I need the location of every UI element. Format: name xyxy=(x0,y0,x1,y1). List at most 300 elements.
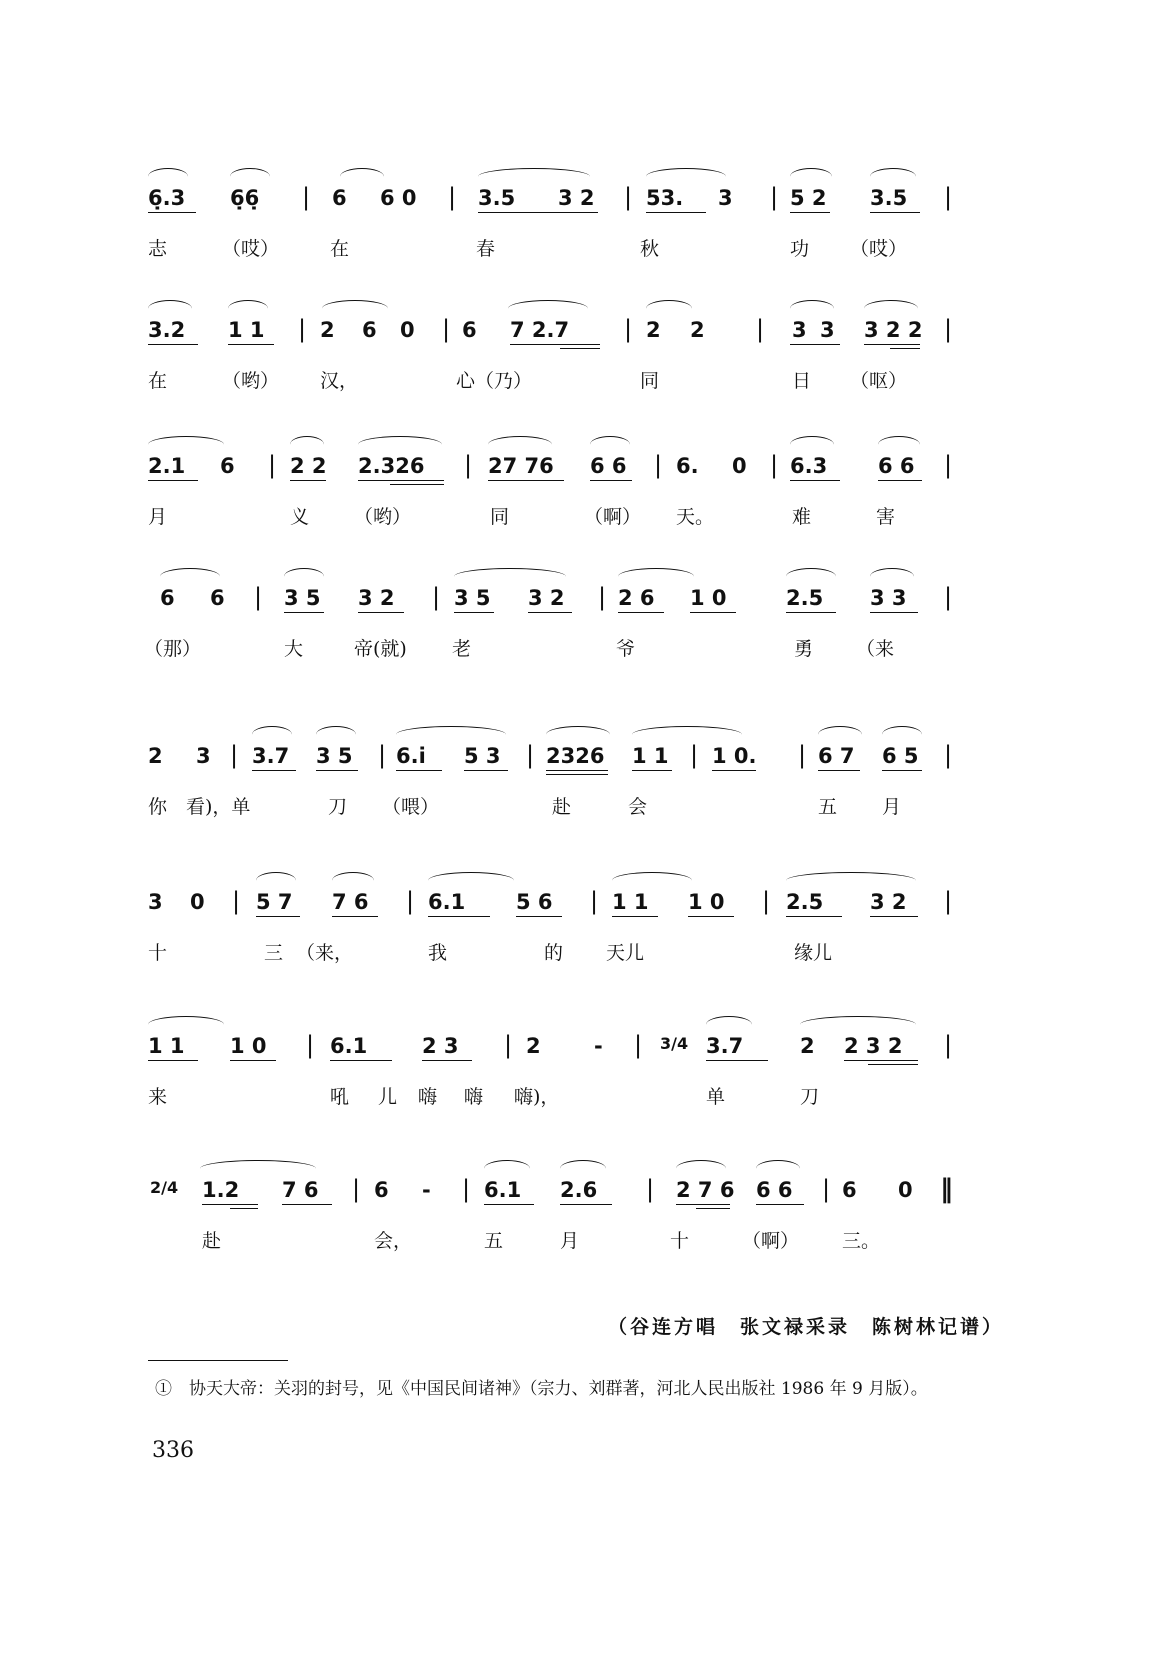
underline xyxy=(790,212,830,213)
note-group: 6̣6̣ xyxy=(230,186,260,210)
note-group: 2 7 6 xyxy=(676,1178,735,1202)
note-group: 6 xyxy=(462,318,477,342)
lyric: （喂） xyxy=(382,796,440,818)
lyric: 志 xyxy=(148,238,168,260)
lyric: 帝(就) xyxy=(354,638,407,660)
lyric: 单 xyxy=(706,1086,726,1108)
note-group: 3 xyxy=(196,744,211,768)
underline xyxy=(546,770,608,771)
underline xyxy=(646,212,706,213)
note-group: 1 1 xyxy=(632,744,669,768)
lyric: 在 xyxy=(330,238,350,260)
underline xyxy=(790,344,840,345)
note-group: - xyxy=(594,1034,603,1058)
slur xyxy=(322,300,388,317)
lyric: 我 xyxy=(428,942,448,964)
underline xyxy=(688,916,734,917)
lyric: 会， xyxy=(374,1230,413,1252)
note-group: 2 xyxy=(320,318,335,342)
slur xyxy=(332,872,374,889)
barline: | xyxy=(598,583,607,611)
underline xyxy=(870,612,918,613)
lyric: 老 xyxy=(452,638,472,660)
score-system-7 xyxy=(0,1016,1157,1126)
note-group: 3 3 xyxy=(870,586,907,610)
underline xyxy=(870,916,918,917)
slur xyxy=(646,300,692,317)
slur xyxy=(612,872,692,889)
underline xyxy=(510,344,600,345)
underline xyxy=(890,348,920,349)
slur xyxy=(148,168,188,185)
note-group: 1 0 xyxy=(230,1034,267,1058)
note-group: 3.5 xyxy=(870,186,908,210)
slur xyxy=(428,872,514,889)
slur xyxy=(316,726,356,743)
slur xyxy=(546,726,610,743)
barline: | xyxy=(302,183,311,211)
underline xyxy=(868,1064,918,1065)
note-group: 7 2.7 xyxy=(510,318,570,342)
underline xyxy=(546,774,608,775)
lyric: 天儿 xyxy=(606,942,645,964)
note-group: 3 5 xyxy=(316,744,353,768)
lyric: 心（乃） xyxy=(456,370,533,392)
barline: | xyxy=(590,887,599,915)
note-group: 6 6 xyxy=(756,1178,793,1202)
note-group: 0 xyxy=(732,454,747,478)
slur xyxy=(478,168,590,185)
lyric: 害 xyxy=(876,506,896,528)
slur xyxy=(800,1016,916,1033)
note-group: 0 xyxy=(400,318,415,342)
note-group: 3 5 xyxy=(284,586,321,610)
slur xyxy=(706,1016,752,1033)
lyric: 春 xyxy=(476,238,496,260)
note-group: 27 76 xyxy=(488,454,554,478)
note-group: 6 xyxy=(362,318,377,342)
underline xyxy=(516,916,562,917)
note-group: 5 2 xyxy=(790,186,827,210)
barline: | xyxy=(298,315,307,343)
barline: | xyxy=(352,1175,361,1203)
note-group: 6 xyxy=(374,1178,389,1202)
note-group: 6 xyxy=(220,454,235,478)
lyric: （啊） xyxy=(584,506,642,528)
underline xyxy=(560,348,600,349)
slur xyxy=(790,436,834,453)
barline: | xyxy=(654,451,663,479)
underline xyxy=(148,480,198,481)
lyric: 义 xyxy=(290,506,310,528)
note-group: 3 2 xyxy=(528,586,565,610)
lyric: （哎） xyxy=(850,238,908,260)
note-group: 6 xyxy=(210,586,225,610)
note-group: 3.5 xyxy=(478,186,516,210)
slur xyxy=(148,436,224,453)
barline: | xyxy=(798,741,807,769)
note-group: 6.i xyxy=(396,744,426,768)
note-group: 2 3 xyxy=(422,1034,459,1058)
slur xyxy=(870,568,914,585)
slur xyxy=(560,1160,606,1177)
underline xyxy=(786,916,842,917)
barline: | xyxy=(756,315,765,343)
slur xyxy=(864,300,918,317)
lyric: 会 xyxy=(628,796,648,818)
barline: | xyxy=(770,183,779,211)
lyric: 日 xyxy=(792,370,812,392)
note-group: 3.7 xyxy=(706,1034,744,1058)
barline: | xyxy=(464,451,473,479)
barline: | xyxy=(268,451,277,479)
note-group: 7 6 xyxy=(332,890,369,914)
barline: | xyxy=(504,1031,513,1059)
underline xyxy=(882,770,922,771)
slur xyxy=(786,872,916,889)
lyric: 爷 xyxy=(616,638,636,660)
lyric: 五 xyxy=(484,1230,504,1252)
barline: | xyxy=(306,1031,315,1059)
note-group: 7 6 xyxy=(282,1178,319,1202)
note-group: 6.3 xyxy=(790,454,828,478)
note-group: 2326 xyxy=(546,744,605,768)
underline xyxy=(612,916,658,917)
underline xyxy=(256,916,300,917)
lyric: 吼 xyxy=(330,1086,350,1108)
lyric: （哟） xyxy=(222,370,280,392)
note-group: 3 2 2 xyxy=(864,318,923,342)
barline: | xyxy=(406,887,415,915)
note-group: 1 1 xyxy=(612,890,649,914)
lyric: 月 xyxy=(560,1230,580,1252)
slur xyxy=(676,1160,726,1177)
note-group: 3 xyxy=(792,318,807,342)
barline: | xyxy=(944,583,953,611)
note-group: 2 6 xyxy=(618,586,655,610)
note-group: 3 xyxy=(148,890,163,914)
note-group: 5 7 xyxy=(256,890,293,914)
barline: | xyxy=(624,315,633,343)
slur xyxy=(454,568,566,585)
note-group: 2.5 xyxy=(786,586,824,610)
underline xyxy=(202,1204,258,1205)
lyric: 来 xyxy=(148,1086,168,1108)
final-barline: ‖ xyxy=(940,1174,950,1204)
slur xyxy=(590,436,630,453)
lyric: （那） xyxy=(144,638,202,660)
underline xyxy=(252,770,296,771)
slur xyxy=(618,568,694,585)
note-group: 6 xyxy=(332,186,347,210)
note-group: 3 2 xyxy=(870,890,907,914)
underline xyxy=(148,344,198,345)
underline xyxy=(230,1060,276,1061)
lyric: 三 xyxy=(264,942,284,964)
lyric: 在 xyxy=(148,370,168,392)
slur xyxy=(484,1160,530,1177)
barline: | xyxy=(646,1175,655,1203)
lyric: 嗨 xyxy=(418,1086,438,1108)
note-group: 5 3 xyxy=(464,744,501,768)
note-group: 6.1 xyxy=(330,1034,368,1058)
lyric: 你 看)，单 xyxy=(148,796,251,818)
slur xyxy=(818,726,862,743)
barline: | xyxy=(690,741,699,769)
slur xyxy=(228,300,268,317)
lyric: 刀 xyxy=(328,796,348,818)
underline xyxy=(282,1204,332,1205)
underline xyxy=(712,770,756,771)
underline xyxy=(864,344,920,345)
underline xyxy=(696,1208,730,1209)
lyric: 赴 xyxy=(202,1230,222,1252)
underline xyxy=(484,1204,534,1205)
slur xyxy=(508,300,588,317)
note-group: 3.7 xyxy=(252,744,290,768)
underline xyxy=(478,212,598,213)
note-group: 2 xyxy=(526,1034,541,1058)
lyric: 勇 xyxy=(794,638,814,660)
score-system-8 xyxy=(0,1160,1157,1270)
note-group: 1 0 xyxy=(688,890,725,914)
note-group: 2.326 xyxy=(358,454,425,478)
page-number: 336 xyxy=(152,1438,194,1463)
underline xyxy=(228,344,274,345)
time-signature: 2/4 xyxy=(150,1178,179,1197)
barline: | xyxy=(448,183,457,211)
slur xyxy=(870,168,916,185)
underline xyxy=(790,480,840,481)
underline xyxy=(454,612,494,613)
note-group: 3 2 xyxy=(358,586,395,610)
underline xyxy=(422,1060,472,1061)
note-group: 1 0. xyxy=(712,744,757,768)
note-group: 5 6 xyxy=(516,890,553,914)
lyric: （哟） xyxy=(354,506,412,528)
barline: | xyxy=(378,741,387,769)
slur xyxy=(148,1016,224,1033)
slur xyxy=(396,726,506,743)
slur xyxy=(200,1160,316,1177)
lyric: 难 xyxy=(792,506,812,528)
barline: | xyxy=(526,741,535,769)
underline xyxy=(818,770,860,771)
underline xyxy=(560,1204,612,1205)
lyric: 同 xyxy=(490,506,510,528)
barline: | xyxy=(254,583,263,611)
barline: | xyxy=(944,315,953,343)
lyric: 月 xyxy=(882,796,902,818)
underline xyxy=(632,770,672,771)
slur xyxy=(358,436,442,453)
lyric: 十 xyxy=(148,942,168,964)
lyric: （来， xyxy=(296,942,354,964)
lyric: （呕） xyxy=(850,370,908,392)
lyric: 月 xyxy=(148,506,168,528)
score-system-6 xyxy=(0,872,1157,982)
barline: | xyxy=(944,451,953,479)
slur xyxy=(790,168,832,185)
score-system-3 xyxy=(0,436,1157,546)
barline: | xyxy=(944,183,953,211)
time-signature: 3/4 xyxy=(660,1034,689,1053)
score-system-4 xyxy=(0,568,1157,678)
underline xyxy=(358,480,444,481)
lyric: 嗨)， xyxy=(514,1086,560,1108)
note-group: 2.6 xyxy=(560,1178,598,1202)
underline xyxy=(148,1060,198,1061)
underline xyxy=(706,1060,768,1061)
barline: | xyxy=(624,183,633,211)
lyric: （啊） xyxy=(742,1230,800,1252)
slur xyxy=(290,436,324,453)
slur xyxy=(256,872,296,889)
performer-credit: （谷连方唱 张文禄采录 陈树林记谱） xyxy=(608,1316,1005,1338)
slur xyxy=(632,726,742,743)
slur xyxy=(230,168,270,185)
barline: | xyxy=(232,887,241,915)
lyric: （哎） xyxy=(222,238,280,260)
underline xyxy=(618,612,664,613)
note-group: 6̣.3 xyxy=(148,186,186,210)
note-group: 1 1 xyxy=(148,1034,185,1058)
footnote-rule xyxy=(148,1360,288,1361)
barline: | xyxy=(432,583,441,611)
underline xyxy=(690,612,736,613)
note-group: 2 xyxy=(800,1034,815,1058)
note-group: 2 xyxy=(148,744,163,768)
note-group: 6. xyxy=(676,454,699,478)
slur xyxy=(646,168,726,185)
score-system-1 xyxy=(0,168,1157,278)
note-group: 6.1 xyxy=(484,1178,522,1202)
barline: | xyxy=(634,1031,643,1059)
underline xyxy=(878,480,922,481)
underline xyxy=(330,1060,392,1061)
lyric: 十 xyxy=(670,1230,690,1252)
underline xyxy=(676,1204,730,1205)
note-group: 1.2 xyxy=(202,1178,240,1202)
note-group: 2.1 xyxy=(148,454,186,478)
lyric: 五 xyxy=(818,796,838,818)
barline: | xyxy=(944,741,953,769)
lyric: 大 xyxy=(284,638,304,660)
underline xyxy=(316,770,358,771)
note-group: 53. xyxy=(646,186,684,210)
lyric: 汉， xyxy=(320,370,359,392)
note-group: 6 xyxy=(842,1178,857,1202)
note-group: 3 xyxy=(820,318,835,342)
underline xyxy=(590,480,632,481)
note-group: 2 xyxy=(690,318,705,342)
note-group: 6 6 xyxy=(590,454,627,478)
slur xyxy=(284,568,324,585)
underline xyxy=(870,212,920,213)
footnote: ① 协天大帝：关羽的封号，见《中国民间诸神》（宗力、刘群著，河北人民出版社 1986 年 9 月版）。 xyxy=(155,1379,928,1399)
slur xyxy=(340,168,384,185)
note-group: 6 6 xyxy=(878,454,915,478)
underline xyxy=(396,770,442,771)
note-group: 6 7 xyxy=(818,744,855,768)
note-group: 6 0 xyxy=(380,186,417,210)
slur xyxy=(252,726,292,743)
note-group: 3 5 xyxy=(454,586,491,610)
note-group: 0 xyxy=(898,1178,913,1202)
note-group: 6.1 xyxy=(428,890,466,914)
note-group: 3.2 xyxy=(148,318,186,342)
lyric: 三。 xyxy=(842,1230,881,1252)
barline: | xyxy=(762,887,771,915)
underline xyxy=(844,1060,918,1061)
underline xyxy=(428,916,490,917)
note-group: 2 xyxy=(646,318,661,342)
underline xyxy=(488,480,564,481)
barline: | xyxy=(822,1175,831,1203)
barline: | xyxy=(770,451,779,479)
underline xyxy=(148,212,196,213)
barline: | xyxy=(944,1031,953,1059)
lyric: 刀 xyxy=(800,1086,820,1108)
note-group: 2.5 xyxy=(786,890,824,914)
underline xyxy=(756,1204,804,1205)
note-group: 3 xyxy=(718,186,733,210)
lyric: 儿 xyxy=(378,1086,398,1108)
barline: | xyxy=(442,315,451,343)
underline xyxy=(358,612,404,613)
note-group: 6 xyxy=(160,586,175,610)
underline xyxy=(464,770,508,771)
lyric: 缘儿 xyxy=(794,942,833,964)
note-group: 2 3 2 xyxy=(844,1034,903,1058)
lyric: 秋 xyxy=(640,238,660,260)
underline xyxy=(528,612,572,613)
slur xyxy=(882,726,922,743)
lyric: 嗨 xyxy=(464,1086,484,1108)
underline xyxy=(786,612,836,613)
note-group: 1 1 xyxy=(228,318,265,342)
underline xyxy=(290,480,326,481)
slur xyxy=(786,568,836,585)
score-system-2 xyxy=(0,300,1157,410)
slur xyxy=(148,300,192,317)
lyric: （来 xyxy=(856,638,895,660)
note-group: 3 2 xyxy=(558,186,595,210)
lyric: 赴 xyxy=(552,796,572,818)
lyric: 的 xyxy=(544,942,564,964)
note-group: 6 5 xyxy=(882,744,919,768)
underline xyxy=(390,484,444,485)
note-group: 1 0 xyxy=(690,586,727,610)
lyric: 天。 xyxy=(676,506,715,528)
underline xyxy=(230,1208,258,1209)
slur xyxy=(756,1160,800,1177)
score-system-5 xyxy=(0,726,1157,836)
slur xyxy=(160,568,220,585)
slur xyxy=(488,436,552,453)
underline xyxy=(332,916,378,917)
note-group: 0 xyxy=(190,890,205,914)
barline: | xyxy=(944,887,953,915)
note-group: 2 2 xyxy=(290,454,327,478)
barline: | xyxy=(230,741,239,769)
slur xyxy=(878,436,920,453)
note-group: - xyxy=(422,1178,431,1202)
underline xyxy=(284,612,324,613)
lyric: 功 xyxy=(790,238,810,260)
lyric: 同 xyxy=(640,370,660,392)
barline: | xyxy=(462,1175,471,1203)
